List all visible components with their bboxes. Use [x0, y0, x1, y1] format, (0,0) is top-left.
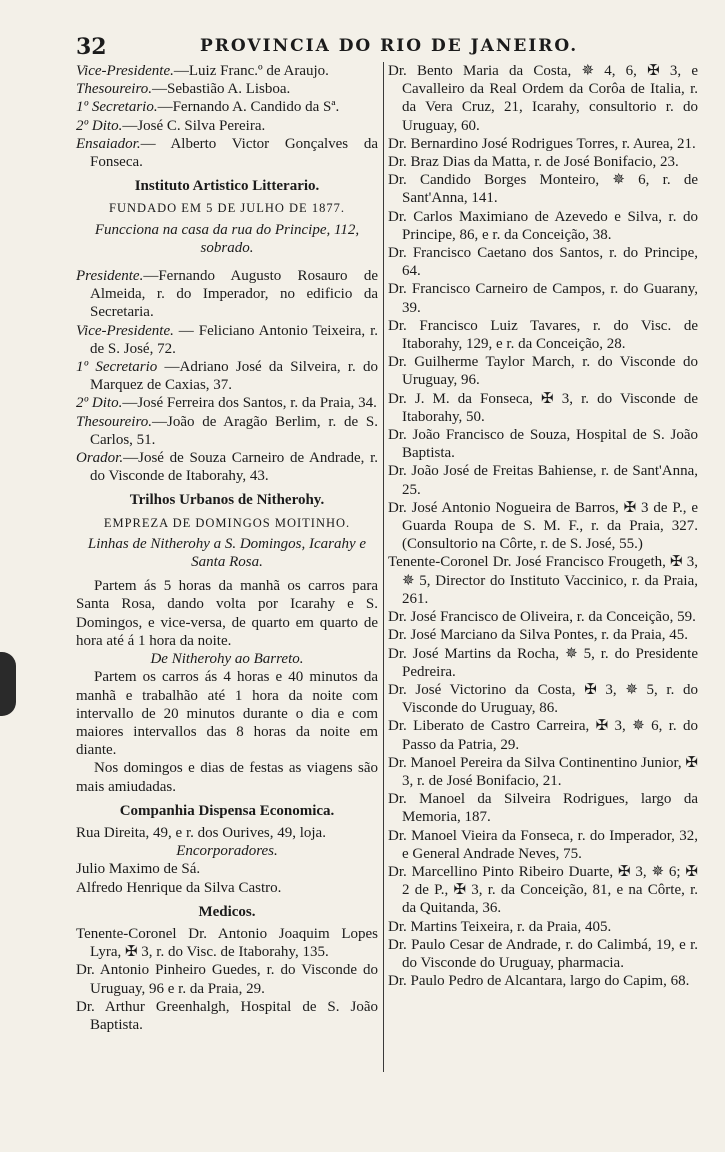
physician-entry: Dr. Marcellino Pinto Ribeiro Duarte, ✠ 3, ✵ 6; ✠ 2 de P., ✠ 3, r. da Conceição, 81, e na Côrte, r. da Quitanda, 36. — [388, 863, 698, 917]
physician-entry: Dr. José Francisco de Oliveira, r. da Conceição, 59. — [388, 609, 696, 626]
physician-entry: Dr. Bernardino José Rodrigues Torres, r. Aurea, 21. — [388, 135, 696, 152]
subsection-heading-encorporadores: Encorporadores. — [176, 843, 278, 860]
physician-entry: Dr. Guilherme Taylor March, r. do Visconde do Uruguay, 96. — [388, 354, 698, 389]
lines-note: Linhas de Nitherohy a S. Domingos, Icarahy e Santa Rosa. — [87, 535, 367, 571]
physician-entry: Dr. Liberato de Castro Carreira, ✠ 3, ✵ 6, r. do Passo da Patria, 29. — [388, 718, 698, 753]
schedule-paragraph: Partem os carros ás 4 horas e 40 minutos da manhã e trabalhão até 1 hora da noite com intervallo de 20 minutos durante o dia e com maiores intervallos das 8 horas da noite em diante. — [76, 669, 378, 759]
right-column — [388, 62, 698, 990]
directory-entry: 2º Dito.—José C. Silva Pereira. — [76, 117, 266, 134]
physician-entry: Dr. Candido Borges Monteiro, ✵ 6, r. de Sant'Anna, 141. — [388, 172, 698, 207]
person-line: Julio Maximo de Sá. — [76, 861, 201, 878]
address-line: Rua Direita, 49, e r. dos Ourives, 49, loja. — [76, 824, 326, 841]
physician-entry: Dr. Francisco Luiz Tavares, r. do Visc. de Itaborahy, 129, e r. da Conceição, 28. — [388, 317, 698, 353]
person-line: Alfredo Henrique da Silva Castro. — [76, 879, 282, 896]
directory-entry: Presidente.—Fernando Augusto Rosauro de Almeida, r. do Imperador, no edificio da Secretaria. — [76, 268, 378, 321]
column-divider — [383, 62, 384, 1072]
physician-entry: Dr. Manoel da Silveira Rodrigues, largo da Memoria, 187. — [388, 791, 698, 826]
directory-entry: Vice-Presidente.—Luiz Franc.º de Araujo. — [76, 63, 329, 79]
section-heading-instituto: Instituto Artistico Litterario. — [134, 178, 320, 195]
physician-entry: Dr. Manoel Pereira da Silva Continentino Junior, ✠ 3, r. de José Bonifacio, 21. — [388, 754, 698, 789]
physician-entry: Dr. Francisco Caetano dos Santos, r. do Principe, 64. — [388, 245, 698, 280]
physician-entry: Tenente-Coronel Dr. Antonio Joaquim Lopes Lyra, ✠ 3, r. do Visc. de Itaborahy, 135. — [76, 925, 378, 961]
page-number: 32 — [76, 34, 107, 60]
directory-entry: 1º Secretario.—Fernando A. Candido da Sª. — [76, 99, 340, 116]
left-column — [76, 62, 378, 1034]
location-note: Funcciona na casa da rua do Principe, 112, sobrado. — [94, 221, 360, 256]
running-head: PROVINCIA DO RIO DE JANEIRO. — [200, 36, 579, 56]
company-note: EMPREZA DE DOMINGOS MOITINHO. — [103, 515, 351, 530]
physician-entry: Dr. João José de Freitas Bahiense, r. de Sant'Anna, 25. — [388, 463, 698, 498]
directory-entry: Orador.—José de Souza Carneiro de Andrade, r. do Visconde de Itaborahy, 43. — [76, 450, 378, 485]
directory-entry: 1º Secretario —Adriano José da Silveira, r. do Marquez de Caxias, 37. — [76, 359, 379, 394]
section-heading-trilhos: Trilhos Urbanos de Nitherohy. — [129, 492, 325, 509]
founding-note: FUNDADO EM 5 DE JULHO DE 1877. — [109, 201, 345, 216]
directory-entry: Ensaiador.— Alberto Victor Gonçalves da Fonseca. — [76, 135, 378, 171]
physician-entry: Dr. Paulo Cesar de Andrade, r. do Calimbá, 19, e r. do Visconde do Uruguay, pharmacia. — [388, 936, 698, 971]
schedule-paragraph: Nos domingos e dias de festas as viagens são mais amiudadas. — [76, 760, 378, 795]
physician-entry: Dr. Francisco Carneiro de Campos, r. do Guarany, 39. — [388, 281, 698, 316]
physician-entry: Dr. Braz Dias da Matta, r. de José Bonifacio, 23. — [388, 154, 679, 171]
physician-entry: Dr. Manoel Vieira da Fonseca, r. do Imperador, 32, e General Andrade Neves, 75. — [388, 827, 698, 862]
physician-entry: Dr. José Marciano da Silva Pontes, r. da Praia, 45. — [388, 627, 688, 644]
physician-entry: Tenente-Coronel Dr. José Francisco Frougeth, ✠ 3, ✵ 5, Director do Instituto Vaccinico, r. da Praia, 261. — [388, 554, 698, 607]
directory-entry: Thesoureiro.—Sebastião A. Lisboa. — [76, 81, 291, 98]
physician-entry: Dr. J. M. da Fonseca, ✠ 3, r. do Visconde de Itaborahy, 50. — [388, 390, 698, 425]
physician-entry: Dr. Arthur Greenhalgh, Hospital de S. João Baptista. — [76, 998, 378, 1033]
schedule-paragraph: Partem ás 5 horas da manhã os carros para Santa Rosa, dando volta por Icarahy e S. Domingos, e vice-versa, de quarto em quarto de hora até á 1 hora da noite. — [76, 578, 378, 649]
physician-entry: Dr. Carlos Maximiano de Azevedo e Silva, r. do Principe, 86, e r. da Conceição, 38. — [388, 208, 698, 243]
physician-entry: Dr. Paulo Pedro de Alcantara, largo do Capim, 68. — [388, 973, 690, 990]
physician-entry: Dr. Antonio Pinheiro Guedes, r. do Visconde do Uruguay, 96 e r. da Praia, 29. — [76, 962, 378, 997]
physician-entry: Dr. João Francisco de Souza, Hospital de S. João Baptista. — [388, 427, 698, 462]
physician-entry: Dr. José Victorino da Costa, ✠ 3, ✵ 5, r. do Visconde do Uruguay, 86. — [388, 681, 698, 717]
physician-entry: Dr. Martins Teixeira, r. da Praia, 405. — [388, 918, 612, 935]
section-heading-medicos: Medicos. — [198, 903, 256, 920]
directory-entry: Vice-Presidente. — Feliciano Antonio Teixeira, r. de S. José, 72. — [76, 322, 378, 357]
directory-entry: 2º Dito.—José Ferreira dos Santos, r. da Praia, 34. — [76, 395, 377, 412]
margin-ink-mark — [0, 652, 16, 716]
physician-entry: Dr. Bento Maria da Costa, ✵ 4, 6, ✠ 3, e Cavalleiro da Real Ordem da Corôa de Italia, r. da Vera Cruz, 21, Icarahy, consultorio r. do Uruguay, 60. — [388, 63, 698, 134]
directory-entry: Thesoureiro.—João de Aragão Berlim, r. de S. Carlos, 51. — [76, 413, 378, 448]
subsection-heading-barreto: De Nitherohy ao Barreto. — [150, 651, 304, 668]
physician-entry: Dr. José Antonio Nogueira de Barros, ✠ 3 de P., e Guarda Roupa de S. M. F., r. da Praia, 327. (Consultorio na Côrte, r. de S. José, 55.) — [388, 499, 698, 553]
physician-entry: Dr. José Martins da Rocha, ✵ 5, r. do Presidente Pedreira. — [388, 645, 698, 680]
section-heading-companhia: Companhia Dispensa Economica. — [119, 802, 335, 819]
